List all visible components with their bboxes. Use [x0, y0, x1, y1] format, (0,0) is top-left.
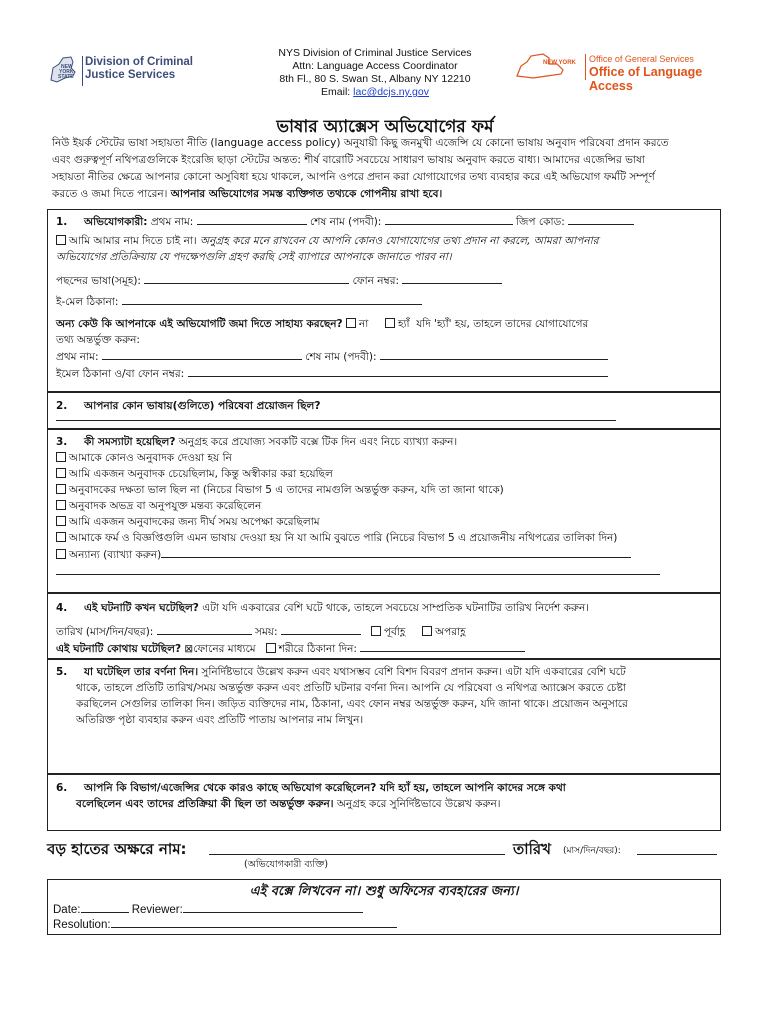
email-line: [230, 86, 520, 99]
intro-line3: সহায়তা নীতির ক্ষেত্রে আপনার কোনো অসুবিধা হয়ে থাকলে, আপনি ওপরে প্রদান করা যোগাযোগের তথ্য ব্যবহার করে এই অভিযোগ ফর্মটি সম্পূর্ণ: [52, 171, 655, 183]
s3-hint: অনুগ্রহ করে প্রযোজ্য সবকটি বক্সে টিক দিন এবং নিচে ব্যাখ্যা করুন।: [178, 436, 458, 448]
s3-row: [56, 435, 457, 452]
problem-checkbox-4[interactable]: [56, 500, 66, 510]
s4-hint: এটা যদি একবারের বেশি ঘটে থাকে, তাহলে সবচেয়ে সাম্প্রতিক ঘটনাটির তারিখ নির্দেশ করুন।: [202, 602, 589, 614]
where-label: এই ঘটনাটি কোথায় ঘটেছিল?: [56, 643, 182, 655]
language-field[interactable]: [144, 273, 349, 284]
s3-extra-line[interactable]: [56, 574, 660, 575]
anonymous-note-a: অনুগ্রহ করে মনে রাখবেন যে আপনি কোনও যোগাযোগের তথ্য প্রদান না করলে, আমরা আপনার: [200, 235, 599, 247]
office-use-box: [47, 879, 721, 935]
where-row: [56, 641, 525, 659]
first-name-label: প্রথম নাম:: [150, 216, 194, 228]
reviewer-label: Reviewer:: [131, 904, 183, 916]
helper-contact-row: [56, 366, 608, 384]
s2-label: আপনার কোন ভাষায়(গুলিতে) পরিষেবা প্রয়োজন ছিল?: [84, 400, 321, 412]
time-label: সময়:: [255, 626, 278, 638]
intro-line4a: করতে ও জমা দিতে পারেন।: [52, 188, 168, 200]
in-person-checkbox[interactable]: [266, 643, 276, 653]
anonymous-row: [56, 234, 598, 251]
s5-line1: সুনির্দিষ্টভাবে উল্লেখ করুন এবং যথাসম্ভব বেশি বিশদ বিবরণ প্রদান করুন। এটা যদি একবারের বেশি ঘটে: [201, 666, 626, 678]
problem-option-4: [56, 499, 261, 516]
helper-no-label: না: [358, 318, 369, 330]
language-row: [56, 273, 502, 291]
street-address: 8th Fl., 80 S. Swan St., Albany NY 12210: [279, 73, 471, 85]
problem-checkbox-5[interactable]: [56, 516, 66, 526]
zip-label: জিপ কোড:: [516, 216, 565, 228]
section-2-language: [47, 392, 721, 429]
date-field[interactable]: [157, 624, 252, 635]
problem-label-1: আমাকে কোনও অনুবাদক দেওয়া হয় নি: [69, 452, 232, 464]
signature-row: [47, 836, 721, 876]
s5-number: 5.: [56, 666, 68, 678]
s4-number: 4.: [56, 602, 68, 614]
section-1-complainant: [47, 209, 721, 392]
problem-label-2: আমি একজন অনুবাদক চেয়েছিলাম, কিন্তু অস্বীকার করা হয়েছিল: [69, 468, 333, 480]
pm-label: অপরাহ্ণ: [435, 626, 466, 638]
s1-email-field[interactable]: [122, 294, 422, 305]
ogs-line2: Office of Language Access: [589, 65, 703, 93]
problem-option-7: [56, 547, 631, 565]
org-name: NYS Division of Criminal Justice Services: [278, 47, 472, 59]
s2-number: 2.: [56, 400, 68, 412]
letterhead: [0, 40, 770, 106]
signature-date-format: (মাস/দিন/বছর):: [563, 846, 621, 856]
s1-number: 1.: [56, 216, 68, 228]
helper-name-row: [56, 349, 608, 367]
dcjs-logo-line2: Justice Services: [85, 69, 176, 81]
attention-line: Attn: Language Access Coordinator: [292, 60, 458, 72]
problem-checkbox-3[interactable]: [56, 484, 66, 494]
s2-answer-field[interactable]: [56, 420, 616, 421]
print-name-label: বড় হাতের অক্ষরে নাম:: [47, 840, 187, 858]
helper-first-label: প্রথম নাম:: [56, 351, 99, 363]
last-name-field[interactable]: [385, 214, 513, 225]
date-time-row: [56, 624, 466, 642]
zip-field[interactable]: [568, 214, 634, 225]
resolution-label: Resolution:: [53, 919, 111, 931]
ogs-divider: [585, 54, 586, 80]
helper-contact-info: তথ্য অন্তর্ভুক্ত করুন:: [56, 334, 140, 346]
office-date-field[interactable]: [81, 902, 129, 913]
section-4-when: [47, 593, 721, 659]
anonymous-note-b: অভিযোগের প্রতিক্রিয়ায় যে পদক্ষেপগুলি গ্রহণ করছি সেই ব্যাপারে আপনাকে জানাতে পারব না।: [56, 251, 452, 263]
s6-label-b: বলেছিলেন এবং তাদের প্রতিক্রিয়া কী ছিল তা অন্তর্ভুক্ত করুন।: [76, 798, 334, 810]
resolution-row: [53, 917, 397, 931]
helper-contact-field[interactable]: [188, 366, 608, 377]
s6-row: [56, 781, 566, 798]
confidentiality-note: আপনার অভিযোগের সমস্ত ব্যক্তিগত তথ্যকে গোপনীয় রাখা হবে।: [170, 188, 443, 200]
phone-field[interactable]: [402, 273, 502, 284]
s2-row: [56, 399, 320, 416]
address-block: [230, 47, 520, 99]
problem-option-3: [56, 483, 504, 500]
pm-checkbox[interactable]: [422, 626, 432, 636]
problem-label-5: আমি একজন অনুবাদকের জন্য দীর্ঘ সময় অপেক্ষা করেছিলাম: [69, 516, 320, 528]
state-word-state: STATE: [58, 74, 74, 80]
s1-email-label: ই-মেল ঠিকানা:: [56, 296, 119, 308]
am-checkbox[interactable]: [371, 626, 381, 636]
s5-line4: অতিরিক্ত পৃষ্ঠা ব্যবহার করুন এবং প্রতিটি পাতায় আপনার নাম লিখুন।: [76, 714, 364, 726]
form-title: ভাষার অ্যাক্সেস অভিযোগের ফর্ম: [276, 117, 494, 137]
s5-row: [56, 665, 626, 682]
section-6-prior-complaint: [47, 774, 721, 831]
other-explain-field[interactable]: [161, 547, 631, 558]
s6-row-2: [76, 797, 501, 814]
am-label: পূর্বাহ্ণ: [383, 626, 406, 638]
problem-checkbox-6[interactable]: [56, 532, 66, 542]
reviewer-field[interactable]: [183, 902, 363, 913]
signature-date-field[interactable]: [637, 854, 717, 855]
ogs-logo: [513, 50, 743, 93]
anonymous-checkbox[interactable]: [56, 235, 66, 245]
dcjs-logo-text: [85, 56, 193, 82]
last-name-label: শেষ নাম (পদবী):: [310, 216, 382, 228]
section-3-problem: [47, 429, 721, 593]
problem-label-7: অন্যান্য (ব্যাখ্যা করুন): [69, 549, 162, 561]
intro-line1: নিউ ইয়র্ক স্টেটের ভাষা সহায়তা নীতি (language access policy) অনুযায়ী কিছু জনমুখী এজেন্সি যে কোনো ভাষায় অনুবাদ পরিষেবা প্রদান করতে: [52, 137, 669, 149]
s6-number: 6.: [56, 782, 68, 794]
office-use-heading: এই বক্সে লিখবেন না। শুধু অফিসের ব্যবহারের জন্য।: [249, 884, 519, 899]
helper-no-checkbox[interactable]: [346, 318, 356, 328]
by-phone-checkbox[interactable]: ⊠: [184, 643, 194, 655]
intro-line2: এবং গুরুত্বপূর্ণ নথিপত্রগুলিকে ইংরেজি ছাড়া স্টেটের অন্তত: শীর্ষ বারোটি সবচেয়ে সাধারণ ভাষায় অনুবাদ করতে বাধ্য। আমাদের এজেন্সির ভাষা: [52, 154, 645, 166]
time-field[interactable]: [281, 624, 361, 635]
s1-label: অভিযোগকারী:: [84, 216, 148, 228]
complainant-caption: (অভিযোগকারী ব্যক্তি): [244, 859, 329, 870]
helper-last-label: শেষ নাম (পদবী):: [305, 351, 377, 363]
logo-divider: [82, 56, 83, 86]
s4-label: এই ঘটনাটি কখন ঘটেছিল?: [84, 602, 199, 614]
problem-option-6: [56, 531, 617, 548]
office-date-row: [53, 902, 363, 916]
dcjs-logo-line1: Division of Criminal: [85, 56, 193, 68]
state-word-york: YORK: [59, 69, 74, 75]
s5-line3: করছিলেন সেগুলির তালিকা দিন। জড়িত ব্যক্তিদের নাম, ঠিকানা, এবং ফোন নম্বর অন্তর্ভুক্ত করুন, যদি জানা থাকে। প্রয়োজন অনুসারে: [76, 698, 628, 710]
first-name-field[interactable]: [197, 214, 307, 225]
s3-number: 3.: [56, 436, 68, 448]
anonymous-label: আমি আমার নাম দিতে চাই না।: [69, 235, 197, 247]
in-person-label: শরীরে ঠিকানা দিন:: [278, 643, 357, 655]
s1-name-row: [56, 214, 634, 232]
helper-last-field[interactable]: [380, 349, 608, 360]
ny-map-icon: [513, 50, 579, 84]
print-name-field[interactable]: [209, 854, 505, 855]
date-label: তারিখ (মাস/দিন/বছর):: [56, 626, 154, 638]
section-5-description: [47, 659, 721, 774]
problem-option-2: [56, 467, 333, 484]
email-label: Email:: [321, 86, 351, 98]
signature-date-label: তারিখ: [513, 840, 551, 858]
s5-line2: থাকে, তাহলে প্রতিটি তারিখ/সময় অন্তর্ভুক্ত করুন এবং প্রতিটি ঘটনার বর্ণনা দিন। আপনি যে পরিষেবা ও নথিপত্র অ্যাক্সেস করতে চেষ্টা: [76, 682, 626, 694]
email-row: [56, 294, 422, 312]
office-date-label: Date:: [53, 904, 81, 916]
problem-checkbox-1[interactable]: [56, 452, 66, 462]
helper-yes-checkbox[interactable]: [385, 318, 395, 328]
helper-contact-label: ইমেল ঠিকানা ও/বা ফোন নম্বর:: [56, 368, 185, 380]
problem-checkbox-2[interactable]: [56, 468, 66, 478]
helper-question: অন্য কেউ কি আপনাকে এই অভিযোগটি জমা দিতে সাহায্য করছেন?: [56, 318, 343, 330]
ogs-line1: Office of General Services: [589, 54, 694, 64]
helper-first-field[interactable]: [102, 349, 302, 360]
problem-label-4: অনুবাদক অভদ্র বা অনুপযুক্ত মন্তব্য করেছিলেন: [69, 500, 262, 512]
problem-checkbox-7[interactable]: [56, 549, 66, 559]
ny-state-icon: [47, 54, 81, 88]
email-link[interactable]: lac@dcjs.ny.gov: [353, 86, 429, 98]
problem-option-1: [56, 451, 232, 468]
language-label: পছন্দের ভাষা(সমূহ):: [56, 275, 141, 287]
ogs-state-word: NEW YORK: [543, 60, 576, 66]
problem-option-5: [56, 515, 320, 532]
s4-row: [56, 601, 589, 618]
s5-label: যা ঘটেছিল তার বর্ণনা দিন।: [84, 666, 199, 678]
s5-answer-area[interactable]: [56, 732, 712, 770]
phone-label: ফোন নম্বর:: [352, 275, 400, 287]
helper-row: [56, 317, 588, 334]
intro-paragraph: [52, 135, 728, 203]
s6-label-a: আপনি কি বিভাগ/এজেন্সির থেকে কারও কাছে অভিযোগ করেছিলেন? যদি হ্যাঁ হয়, তাহলে আপনি কাদের সঙ্গে কথা: [84, 782, 566, 794]
dcjs-logo: [47, 54, 217, 90]
problem-label-6: আমাকে ফর্ম ও বিজ্ঞপ্তিগুলি এমন ভাষায় দেওয়া হয় নি যা আমি বুঝতে পারি (নিচের বিভাগ 5 এ প্রয়োজনীয় নথিপত্রের তালিকা দিন): [69, 532, 618, 544]
s6-hint: অনুগ্রহ করে সুনির্দিষ্টভাবে উল্লেখ করুন।: [336, 798, 501, 810]
problem-label-3: অনুবাদকের দক্ষতা ভাল ছিল না (নিচের বিভাগ 5 এ তাদের নামগুলি অন্তর্ভুক্ত করুন, যদি তা জানা থাকে): [69, 484, 504, 496]
s3-label: কী সমস্যাটা হয়েছিল?: [84, 436, 176, 448]
intro-line4: [52, 186, 728, 203]
resolution-field[interactable]: [111, 917, 397, 928]
by-phone-label: ফোনের মাধ্যমে: [193, 643, 256, 655]
state-word-new: NEW: [61, 64, 73, 70]
in-person-address-field[interactable]: [360, 641, 525, 652]
helper-yes-label: হ্যাঁ: [397, 318, 410, 330]
helper-yes-note: যদি 'হ্যাঁ' হয়, তাহলে তাদের যোগাযোগের: [416, 318, 589, 330]
